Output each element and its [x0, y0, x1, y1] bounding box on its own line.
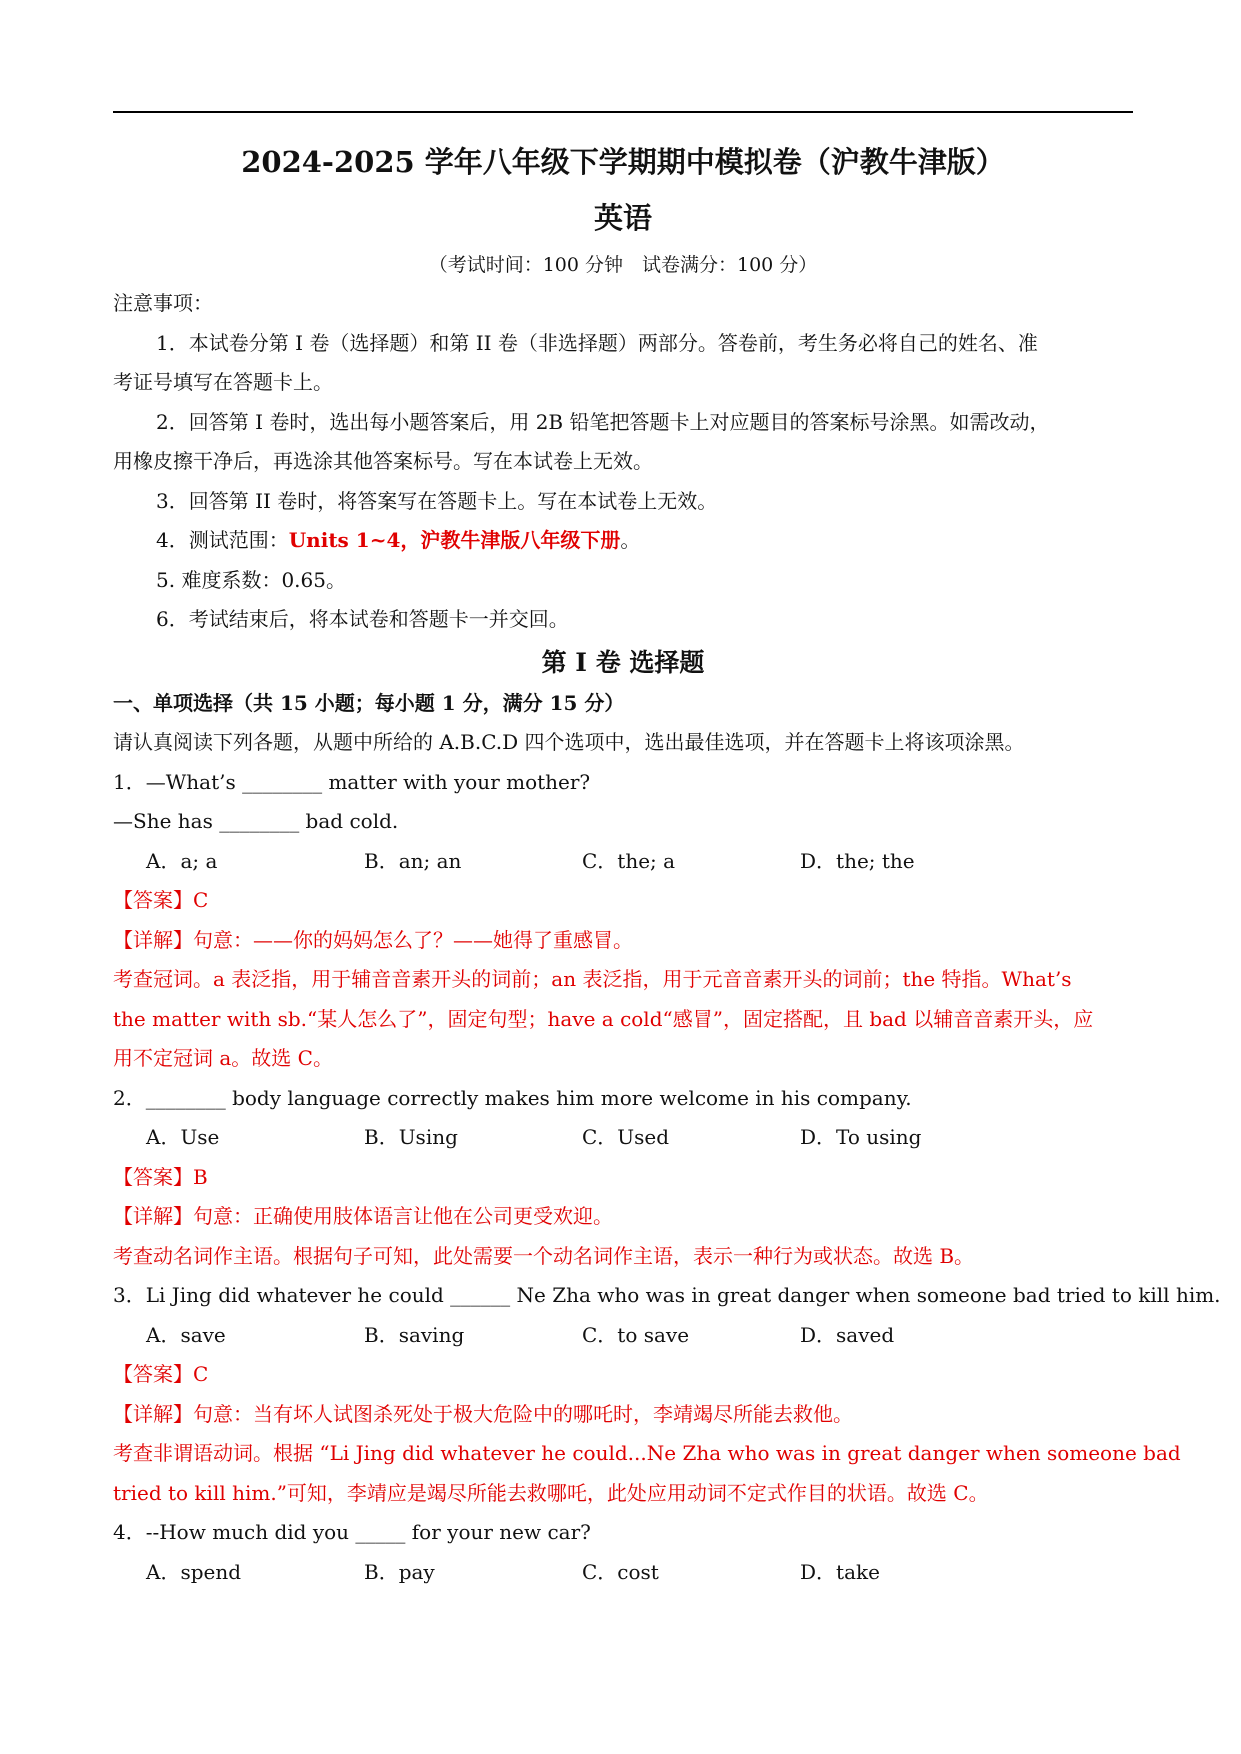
instruction: 请认真阅读下列各题，从题中所给的 A.B.C.D 四个选项中，选出最佳选项，并在答题卡上将该项涂黑。 — [113, 730, 1025, 754]
question-stem: 1．—What’s ________ matter with your mother? — [113, 769, 591, 794]
option-c: C．to save — [582, 1322, 690, 1347]
question-options — [113, 1553, 1133, 1593]
option-a: A．spend — [146, 1559, 242, 1584]
option-a: A．Use — [146, 1125, 220, 1149]
answer: 【答案】B — [113, 1164, 208, 1189]
notice-item-6: 6．考试结束后，将本试卷和答题卡一并交回。 — [156, 607, 569, 631]
question-stem-2: —She has ________ bad cold. — [113, 809, 399, 833]
page-title: 2024-2025 学年八年级下学期期中模拟卷（沪教牛津版） — [241, 145, 1005, 179]
explanation-line: 考查冠词。a 表泛指，用于辅音音素开头的词前；an 表泛指，用于元音音素开头的词前；the 特指。What’s — [113, 967, 1072, 991]
detail: 【详解】句意：当有坏人试图杀死处于极大危险中的哪吒时，李靖竭尽所能去救他。 — [113, 1401, 853, 1426]
option-d: D．To using — [800, 1125, 922, 1149]
explanation-line: 用不定冠词 a。故选 C。 — [113, 1046, 333, 1070]
exam-page — [113, 140, 1221, 1592]
question-stem: 4．--How much did you _____ for your new car? — [113, 1520, 591, 1544]
question-options — [113, 842, 1133, 882]
option-b: B．pay — [364, 1559, 435, 1584]
subject-title: 英语 — [593, 201, 652, 235]
option-d: D．take — [800, 1559, 880, 1584]
option-a: A．a; a — [146, 848, 218, 873]
option-b: B．an; an — [364, 848, 462, 873]
exam-time-info: （考试时间：100 分钟 试卷满分：100 分） — [428, 254, 818, 276]
notice-item-5: 5. 难度系数：0.65。 — [156, 567, 346, 592]
question-2 — [113, 1079, 1133, 1277]
section-title: 第 I 卷 选择题 — [541, 647, 705, 677]
option-a: A．save — [146, 1322, 226, 1347]
question-options — [113, 1316, 1133, 1356]
top-rule — [113, 111, 1133, 113]
notice-item-1: 1．本试卷分第 I 卷（选择题）和第 II 卷（非选择题）两部分。答卷前，考生务必将自己的姓名、准 考证号填写在答题卡上。 — [113, 330, 1038, 394]
notice-heading: 注意事项： — [113, 291, 213, 315]
explanation-line: the matter with sb.“某人怎么了”，固定句型；have a cold“感冒”，固定搭配，且 bad 以辅音音素开头，应 — [113, 1006, 1094, 1031]
option-b: B．Using — [364, 1125, 458, 1149]
detail: 【详解】句意：——你的妈妈怎么了？——她得了重感冒。 — [113, 927, 633, 952]
answer: 【答案】C — [113, 888, 209, 912]
option-d: D．saved — [800, 1322, 895, 1347]
question-1 — [113, 763, 1133, 1079]
explanation-line: tried to kill him.”可知，李靖应是竭尽所能去救哪吒，此处应用动词不定式作目的状语。故选 C。 — [113, 1480, 989, 1505]
question-3 — [113, 1276, 1221, 1513]
question-options — [113, 1118, 1133, 1158]
option-b: B．saving — [364, 1322, 465, 1347]
part-title: 一、单项选择（共 15 小题；每小题 1 分，满分 15 分） — [113, 690, 625, 715]
option-c: C．Used — [582, 1125, 670, 1149]
notice-item-2: 2．回答第 I 卷时，选出每小题答案后，用 2B 铅笔把答题卡上对应题目的答案标号涂黑。如需改动， 用橡皮擦干净后，再选涂其他答案标号。写在本试卷上无效。 — [113, 409, 1050, 473]
explanation-line: 考查动名词作主语。根据句子可知，此处需要一个动名词作主语，表示一种行为或状态。故选 B。 — [113, 1243, 975, 1268]
detail: 【详解】句意：正确使用肢体语言让他在公司更受欢迎。 — [113, 1204, 613, 1228]
question-stem: 2．________ body language correctly makes him more welcome in his company. — [113, 1085, 912, 1110]
option-c: C．the; a — [582, 848, 676, 873]
option-c: C．cost — [582, 1559, 659, 1584]
answer: 【答案】C — [113, 1362, 209, 1386]
question-stem: 3．Li Jing did whatever he could ______ Ne Zha who was in great danger when someone bad tried to kill him. — [113, 1283, 1221, 1307]
option-d: D．the; the — [800, 848, 915, 873]
notice-item-3: 3．回答第 II 卷时，将答案写在答题卡上。写在本试卷上无效。 — [156, 488, 718, 513]
explanation-line: 考查非谓语动词。根据 “Li Jing did whatever he could...Ne Zha who was in great danger when someone bad — [113, 1441, 1181, 1465]
test-scope-highlight: Units 1~4，沪教牛津版八年级下册 — [288, 528, 621, 552]
notice-item-4: 4．测试范围：Units 1~4，沪教牛津版八年级下册。 — [156, 528, 641, 552]
question-4 — [113, 1513, 1133, 1592]
